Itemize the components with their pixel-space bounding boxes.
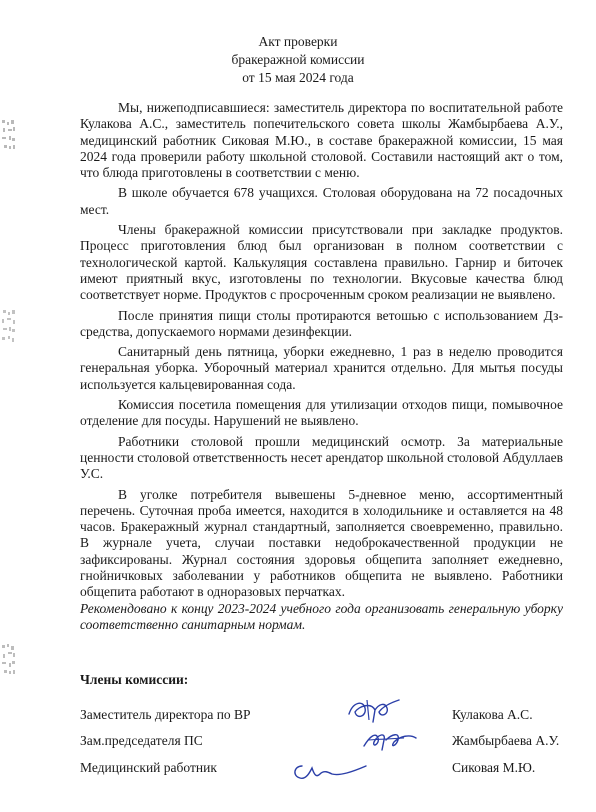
paragraph-sanitary-day: Санитарный день пятница, уборки ежедневно, 1 раз в неделю проводится генеральная уборка. Уборочный материал хранится отдельно. Для мытья посуды используется кальцевированная сода. bbox=[80, 344, 563, 392]
scan-artifact-mark bbox=[0, 118, 18, 158]
title-line-1: Акт проверки bbox=[258, 34, 338, 49]
scan-artifact-mark bbox=[0, 642, 18, 682]
paragraph-intro: Мы, нижеподписавшиеся: заместитель директора по воспитательной работе Кулакова А.С., заместитель попечительского совета школы Жамбырбаева А.У., медицинский работник Сиковая М.Ю., в составе бракеражной комиссии, 15 мая 2024 года проверили работу школьной столовой. Составили настоящий акт о том, что блюда приготовлены в соответствии с меню. bbox=[80, 100, 563, 181]
signature-kulakova bbox=[345, 696, 405, 726]
title-line-3: от 15 мая 2024 года bbox=[242, 70, 354, 85]
member-role: Медицинский работник bbox=[80, 760, 217, 775]
signature-row bbox=[80, 733, 563, 751]
document-title bbox=[0, 33, 596, 87]
paragraph-consumer-corner: В уголке потребителя вывешены 5-дневное меню, ассортиментный перечень. Суточная проба имеется, находится в холодильнике и оставляется на 48 часов. Бракеражный журнал стандартный, заполняется своевременно, правильно. В журнале учета, случаи поставки недоброкачественной продукции не зафиксированы. Журнал состояния здоровья общепита заполняет ежедневно, гнойничковых заболевании у работников общепита не выявлено. Работники общепита работают в одноразовых перчатках. bbox=[80, 486, 563, 600]
document-body bbox=[80, 100, 563, 633]
member-name: Сиковая М.Ю. bbox=[452, 760, 536, 775]
scan-artifact-mark bbox=[0, 308, 18, 348]
paragraph-waste-rooms: Комиссия посетила помещения для утилизации отходов пищи, помывочное отделение для посуды. Нарушений не выявлено. bbox=[80, 397, 563, 429]
member-role: Зам.председателя ПС bbox=[80, 733, 203, 748]
member-name: Кулакова А.С. bbox=[452, 707, 533, 722]
member-role: Заместитель директора по ВР bbox=[80, 707, 251, 722]
paragraph-medical-check: Работники столовой прошли медицинский осмотр. За материальные ценности столовой ответственность несет арендатор школьной столовой Абдуллаев У.С. bbox=[80, 433, 563, 482]
title-line-2: бракеражной комиссии bbox=[231, 52, 365, 67]
signature-sikovaya bbox=[288, 756, 370, 784]
paragraph-students: В школе обучается 678 учащихся. Столовая оборудована на 72 посадочных мест. bbox=[80, 185, 563, 217]
recommendation: Рекомендовано к концу 2023-2024 учебного года организовать генеральную уборку соответственно санитарным нормам. bbox=[80, 600, 563, 632]
paragraph-preparation: Члены бракеражной комиссии присутствовали при закладке продуктов. Процесс приготовления блюд был организован в полном соответствии с технологической картой. Калькуляция составлена правильно. Гарнир и биточек имеют приятный вкус, изготовлены по технологии. Вкусовые качества блюд соответствует норме. Продуктов с просроченным сроком реализации не выявлено. bbox=[80, 222, 563, 303]
members-heading: Члены комиссии: bbox=[80, 672, 189, 687]
paragraph-cleaning-tables: После принятия пищи столы протираются ветошью с использованием Дз-средства, допускаемого нормами дезинфекции. bbox=[80, 307, 563, 339]
signature-row bbox=[80, 707, 563, 725]
signature-zhambyrbaeva bbox=[360, 726, 420, 754]
member-name: Жамбырбаева А.У. bbox=[452, 733, 560, 748]
